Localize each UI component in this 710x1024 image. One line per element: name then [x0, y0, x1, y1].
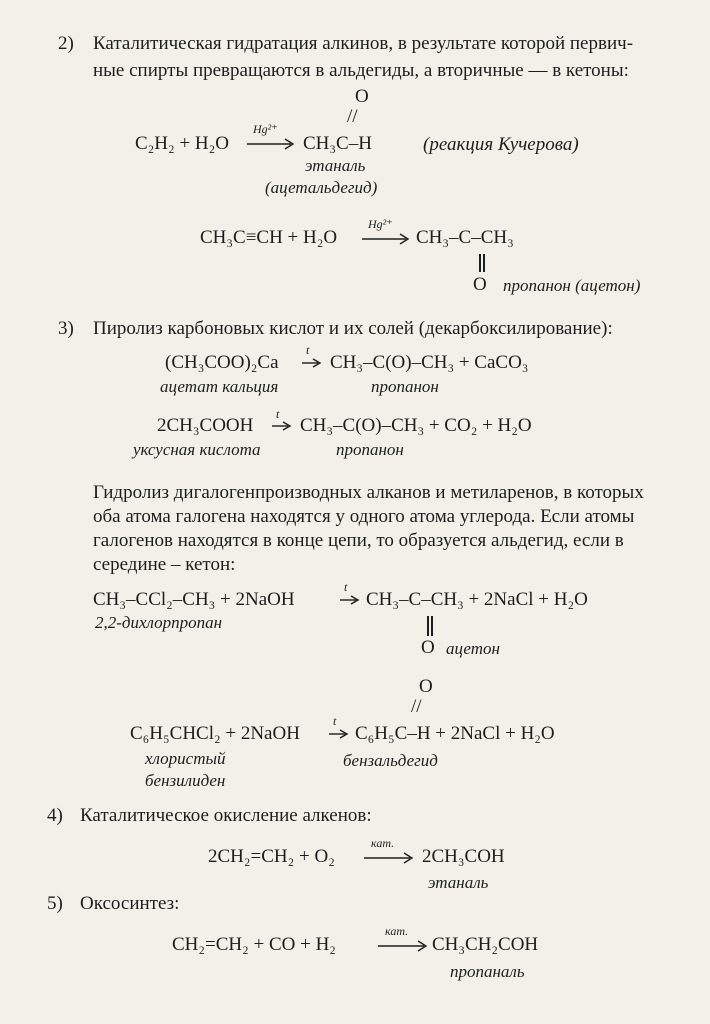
hydrolysis-line3: галогенов находятся в конце цепи, то образуется альдегид, если в: [93, 530, 624, 551]
product-label: этаналь: [305, 156, 366, 175]
reaction-lhs: C₂H₂ + H₂O: [135, 133, 229, 154]
reaction-lhs: CH₂=CH₂ + CO + H₂: [172, 934, 336, 955]
double-bond-line: [431, 616, 433, 636]
reaction-lhs: (CH₃COO)₂Ca: [165, 352, 279, 373]
item-3-text: Пиролиз карбоновых кислот и их солей (декарбоксилирование):: [93, 318, 613, 339]
product-label: ацетон: [446, 639, 500, 658]
reactant-label: 2,2-дихлорпропан: [95, 613, 223, 632]
item-4-text: Каталитическое окисление алкенов:: [80, 805, 372, 826]
reaction-arrow: [329, 726, 349, 750]
reaction-arrow: [378, 938, 428, 962]
reaction-rhs: CH₃C–H: [303, 133, 372, 154]
double-bond-line: [427, 616, 429, 636]
product-label: этаналь: [428, 873, 489, 892]
reaction-rhs: CH₃–C–CH₃: [416, 227, 514, 248]
reaction-condition: Hg²⁺: [253, 122, 278, 136]
reaction-rhs: CH₃CH₂COH: [432, 934, 539, 955]
hydrolysis-line1: Гидролиз дигалогенпроизводных алканов и метиларенов, в которых: [93, 482, 644, 503]
reaction-arrow: [364, 850, 414, 874]
product-label: пропаналь: [450, 962, 525, 981]
item-5-number: 5): [47, 893, 63, 914]
item-3-number: 3): [58, 318, 74, 339]
reaction-condition: кат.: [371, 836, 395, 850]
reaction-condition: t: [344, 580, 348, 594]
reaction-arrow: [302, 355, 322, 379]
reactant-label: бензилиден: [145, 771, 226, 790]
product-label: бензальдегид: [343, 751, 438, 770]
reaction-lhs: CH₃C≡CH + H₂O: [200, 227, 338, 248]
hydrolysis-line2: оба атома галогена находятся у одного атома углерода. Если атомы: [93, 506, 635, 527]
reaction-arrow: [362, 231, 410, 255]
reaction-note: (реакция Кучерова): [423, 134, 579, 155]
reaction-lhs: CH₃–CCl₂–CH₃ + 2NaOH: [93, 589, 295, 610]
carbonyl-oxygen: O: [421, 637, 435, 658]
double-bond-line: [479, 254, 481, 272]
reactant-label: уксусная кислота: [133, 440, 261, 459]
carbonyl-oxygen: O: [355, 86, 369, 107]
reaction-rhs: CH₃–C–CH₃ + 2NaCl + H₂O: [366, 589, 588, 610]
item-2-number: 2): [58, 33, 74, 54]
product-label-alt: (ацетальдегид): [265, 178, 378, 197]
reaction-arrow: [272, 418, 292, 442]
hydrolysis-line4: середине – кетон:: [93, 554, 236, 575]
product-label: пропанон: [336, 440, 404, 459]
reaction-lhs: 2CH₃COOH: [157, 415, 254, 436]
reaction-lhs: 2CH₂=CH₂ + O₂: [208, 846, 335, 867]
reactant-label: хлористый: [145, 749, 226, 768]
reaction-rhs: C₆H₅C–H + 2NaCl + H₂O: [355, 723, 555, 744]
reaction-condition: t: [306, 343, 310, 357]
item-2-text-line2: ные спирты превращаются в альдегиды, а вторичные — в кетоны:: [93, 60, 629, 81]
carbonyl-oxygen: O: [473, 274, 487, 295]
reaction-arrow: [340, 592, 360, 616]
reaction-lhs: C₆H₅CHCl₂ + 2NaOH: [130, 723, 300, 744]
product-label: пропанон: [371, 377, 439, 396]
double-bond-mark: //: [347, 106, 358, 127]
item-4-number: 4): [47, 805, 63, 826]
item-2-text-line1: Каталитическая гидратация алкинов, в результате которой первич-: [93, 33, 634, 54]
reaction-condition: кат.: [385, 924, 409, 938]
carbonyl-oxygen: O: [419, 676, 433, 697]
item-5-text: Оксосинтез:: [80, 893, 180, 914]
double-bond-mark: //: [411, 696, 422, 717]
reaction-rhs: CH₃–C(O)–CH₃ + CO₂ + H₂O: [300, 415, 532, 436]
reaction-condition: t: [333, 714, 337, 728]
double-bond-line: [483, 254, 485, 272]
reaction-condition: Hg²⁺: [368, 217, 393, 231]
reaction-rhs: CH₃–C(O)–CH₃ + CaCO₃: [330, 352, 529, 373]
reaction-condition: t: [276, 407, 280, 421]
reaction-arrow: [247, 136, 295, 160]
reactant-label: ацетат кальция: [160, 377, 279, 396]
reaction-rhs: 2CH₃COH: [422, 846, 505, 867]
product-label: пропанон (ацетон): [503, 276, 641, 295]
